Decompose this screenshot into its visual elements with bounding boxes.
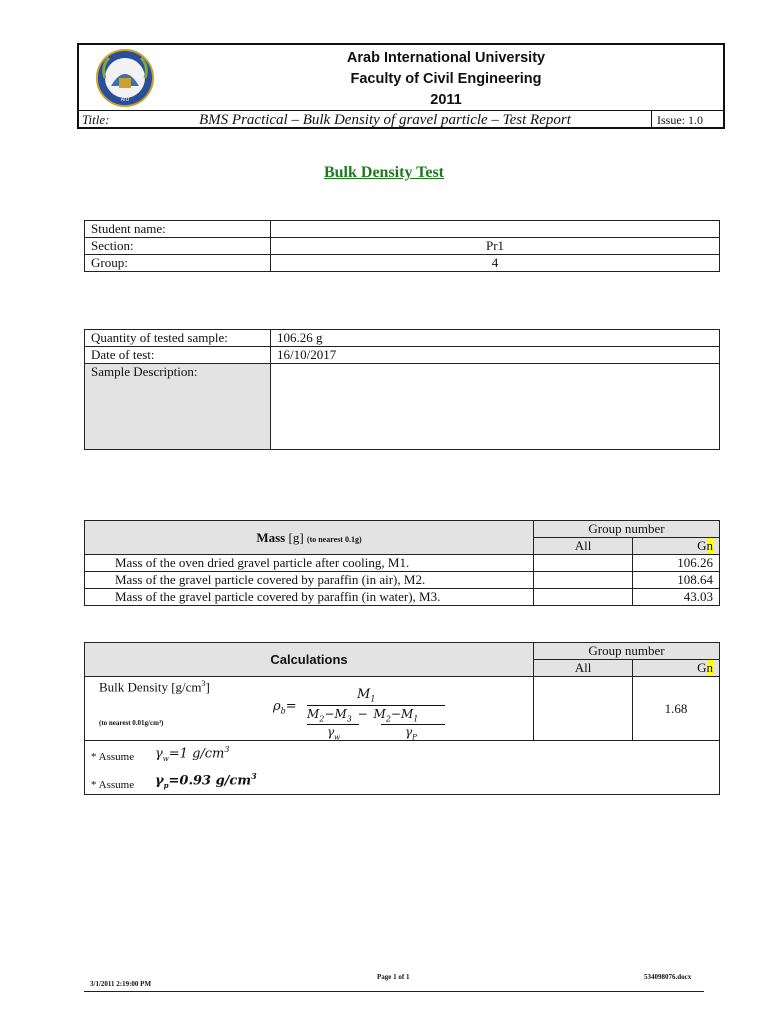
header-year: 2011 (430, 92, 462, 108)
svg-text:AIU: AIU (120, 97, 130, 103)
mass-col-all: All (534, 538, 633, 555)
table-row (85, 364, 720, 450)
calculations-table (84, 642, 720, 795)
table-row (85, 572, 720, 589)
footer-page: Page 1 of 1 (377, 973, 410, 981)
mass-header (85, 521, 534, 555)
calc-col-gn: Gn (633, 660, 720, 677)
bulk-density-all[interactable] (534, 677, 633, 741)
mass-header-note: (to nearest 0.1g) (306, 534, 362, 544)
assumption-gamma-w: $\gamma_w=1$ $g/cm^3$ (155, 745, 230, 763)
assumption-gamma-p: $\gamma_p=0.93$ $g/cm^3$ (155, 771, 257, 790)
description-label: Sample Description: (85, 364, 271, 450)
formula-denominator: $M_2-M_3 - M_2-M_1$ (307, 707, 419, 724)
calculations-header: Calculations (85, 643, 534, 677)
section-value[interactable]: Pr1 (271, 238, 720, 255)
group-label: Group: (85, 255, 271, 272)
issue-divider (651, 110, 652, 129)
mass-col-gn: Gn (633, 538, 720, 555)
mass-row-gn[interactable]: 108.64 (633, 572, 720, 589)
student-info-table (84, 220, 720, 272)
calc-group-number-header: Group number (534, 643, 720, 660)
formula-gamma-w: $\gamma_w$ (327, 725, 341, 742)
footer-file: 534098076.docx (644, 973, 692, 981)
bulk-density-cell (85, 677, 534, 741)
university-logo (91, 48, 159, 108)
sample-info-table (84, 329, 720, 450)
formula-lhs: $\rho_b=$ (273, 699, 297, 716)
title-label: Title: (82, 112, 110, 127)
mass-row-all[interactable] (534, 555, 633, 572)
table-header-row (85, 521, 720, 538)
date-label: Date of test: (85, 347, 271, 364)
formula-numerator: $M_1$ (357, 687, 376, 704)
university-name: Arab International University (346, 50, 546, 66)
header-divider (79, 110, 723, 111)
footer-divider (84, 991, 704, 992)
student-name-value[interactable] (271, 221, 720, 238)
bulk-density-gn[interactable]: 1.68 (633, 677, 720, 741)
quantity-value[interactable]: 106.26 g (271, 330, 720, 347)
mass-header-unit: [g] (288, 529, 304, 545)
assume-label-2: * Assume (91, 779, 135, 791)
table-row (85, 589, 720, 606)
mass-group-number-header: Group number (534, 521, 720, 538)
formula-gamma-p: $\gamma_P$ (405, 725, 417, 742)
table-row (85, 221, 720, 238)
footer-date: 3/1/2011 2:19:00 PM (90, 980, 152, 988)
student-name-label: Student name: (85, 221, 271, 238)
table-row (85, 255, 720, 272)
mass-header-title: Mass (256, 529, 286, 545)
table-row (85, 238, 720, 255)
table-header-row (85, 643, 720, 660)
table-row (85, 347, 720, 364)
table-row (85, 741, 720, 795)
bulk-density-label: Bulk Density $[g/cm^3]$ (99, 679, 210, 695)
header-title-block (199, 48, 693, 111)
section-label: Section: (85, 238, 271, 255)
table-row (85, 330, 720, 347)
mass-row-gn[interactable]: 43.03 (633, 589, 720, 606)
quantity-label: Quantity of tested sample: (85, 330, 271, 347)
table-row (85, 555, 720, 572)
assume-label-1: * Assume (91, 751, 135, 763)
document-header (77, 43, 725, 129)
page-heading: Bulk Density Test (323, 164, 445, 181)
table-row (85, 677, 720, 741)
precision-note: (to nearest 0.01g/cm³) (99, 719, 164, 727)
mass-row-label: Mass of the oven dried gravel particle after cooling, M1. (85, 555, 534, 572)
formula-fraction-bar (307, 705, 445, 706)
issue-number: Issue: 1.0 (657, 113, 703, 127)
mass-row-gn[interactable]: 106.26 (633, 555, 720, 572)
mass-row-all[interactable] (534, 572, 633, 589)
mass-row-label: Mass of the gravel particle covered by paraffin (in water), M3. (85, 589, 534, 606)
mass-row-all[interactable] (534, 589, 633, 606)
mass-table (84, 520, 720, 606)
date-value[interactable]: 16/10/2017 (271, 347, 720, 364)
calc-col-all: All (534, 660, 633, 677)
mass-row-label: Mass of the gravel particle covered by paraffin (in air), M2. (85, 572, 534, 589)
group-value[interactable]: 4 (271, 255, 720, 272)
faculty-name: Faculty of Civil Engineering (350, 71, 542, 87)
report-title: BMS Practical – Bulk Density of gravel particle – Test Report (199, 112, 571, 128)
description-value[interactable] (271, 364, 720, 450)
assumptions-cell (85, 741, 720, 795)
